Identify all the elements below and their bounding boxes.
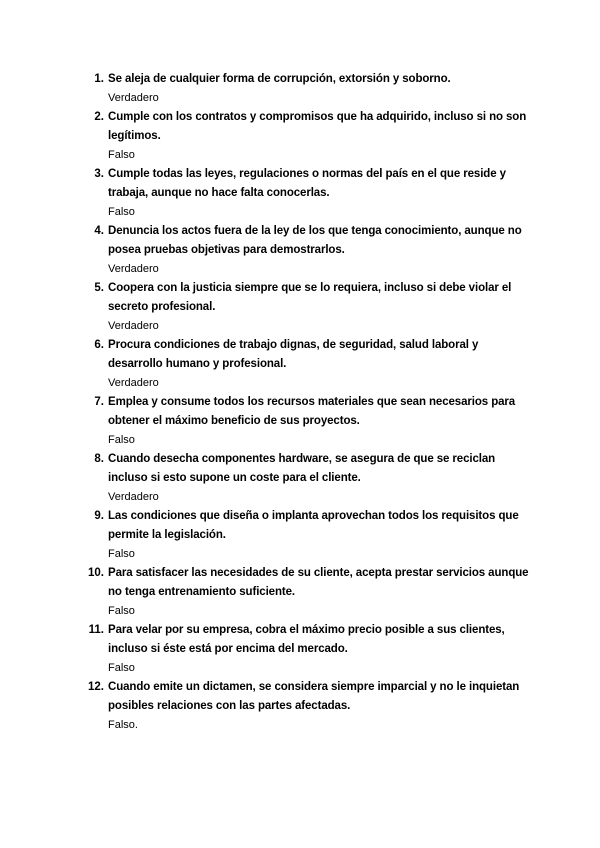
question-number: 1. [94, 73, 104, 85]
question-number: 3. [94, 168, 104, 180]
question-item [80, 450, 530, 507]
question-answer: Falso. [108, 719, 138, 731]
question-number: 8. [94, 453, 104, 465]
question-text: Emplea y consume todos los recursos materiales que sean necesarios para obtener el máximo beneficio de sus proyectos. [108, 396, 516, 427]
question-number: 4. [94, 225, 104, 237]
question-answer: Verdadero [108, 377, 159, 389]
question-answer: Falso [108, 434, 135, 446]
question-text: Cuando desecha componentes hardware, se asegura de que se reciclan incluso si esto supone un coste para el cliente. [108, 453, 496, 484]
question-text: Para velar por su empresa, cobra el máximo precio posible a sus clientes, incluso si éste está por encima del mercado. [108, 624, 505, 655]
question-number: 12. [88, 681, 104, 693]
question-text: Denuncia los actos fuera de la ley de los que tenga conocimiento, aunque no posea pruebas objetivas para demostrarlos. [108, 225, 522, 256]
question-item [80, 393, 530, 450]
question-item [80, 165, 530, 222]
question-number: 2. [94, 111, 104, 123]
question-answer: Verdadero [108, 92, 159, 104]
question-text: Cumple con los contratos y compromisos que ha adquirido, incluso si no son legítimos. [108, 111, 527, 142]
question-answer: Falso [108, 149, 135, 161]
question-item [80, 336, 530, 393]
question-answer: Falso [108, 605, 135, 617]
question-item [80, 108, 530, 165]
question-answer: Verdadero [108, 320, 159, 332]
question-number: 5. [94, 282, 104, 294]
question-answer: Falso [108, 662, 135, 674]
question-number: 6. [94, 339, 104, 351]
question-item [80, 222, 530, 279]
question-text: Se aleja de cualquier forma de corrupción, extorsión y soborno. [108, 73, 451, 85]
question-item [80, 507, 530, 564]
question-text: Las condiciones que diseña o implanta aprovechan todos los requisitos que permite la legislación. [108, 510, 519, 541]
question-item [80, 70, 530, 108]
question-text: Cuando emite un dictamen, se considera siempre imparcial y no le inquietan posibles relaciones con las partes afectadas. [108, 681, 520, 712]
question-number: 7. [94, 396, 104, 408]
question-item [80, 279, 530, 336]
question-item [80, 621, 530, 678]
question-item [80, 678, 530, 735]
question-text: Cumple todas las leyes, regulaciones o normas del país en el que reside y trabaja, aunque no hace falta conocerlas. [108, 168, 506, 199]
question-text: Para satisfacer las necesidades de su cliente, acepta prestar servicios aunque no tenga entrenamiento suficiente. [108, 567, 529, 598]
question-answer: Verdadero [108, 263, 159, 275]
question-text: Coopera con la justicia siempre que se lo requiera, incluso si debe violar el secreto profesional. [108, 282, 512, 313]
question-number: 10. [88, 567, 104, 579]
question-text: Procura condiciones de trabajo dignas, de seguridad, salud laboral y desarrollo humano y profesional. [108, 339, 479, 370]
question-list [80, 70, 530, 735]
question-answer: Falso [108, 548, 135, 560]
question-answer: Falso [108, 206, 135, 218]
question-item [80, 564, 530, 621]
question-number: 9. [94, 510, 104, 522]
question-answer: Verdadero [108, 491, 159, 503]
question-number: 11. [88, 624, 104, 636]
